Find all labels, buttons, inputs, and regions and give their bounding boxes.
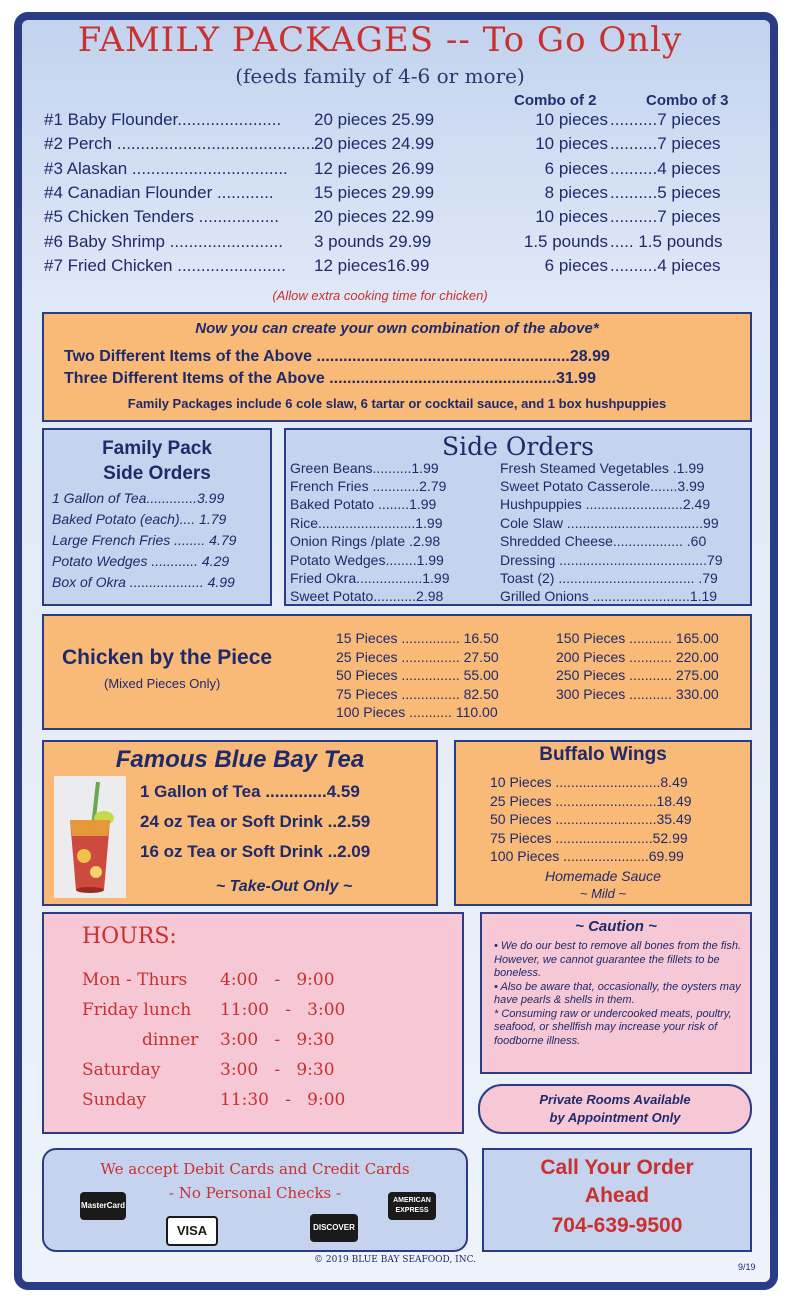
package-qty-price: 20 pieces 25.99 [314,110,435,129]
amex-logo: AMERICAN EXPRESS [388,1192,436,1220]
hours-time: 3:00 - 9:30 [220,1030,335,1050]
combination-three-items: Three Different Items of the Above ...................................................31.99 [64,370,596,387]
side-order-item: Fried Okra.................1.99 [290,570,450,586]
package-qty-price: 15 pieces 29.99 [314,183,435,202]
payment-box [42,1148,468,1252]
private-rooms-line2: by Appointment Only [549,1110,681,1125]
hours-time: 3:00 - 9:30 [220,1060,335,1080]
side-order-item: Sweet Potato Casserole.......3.99 [500,478,705,494]
package-name: #3 Alaskan ................................. [44,159,288,178]
chicken-piece-price: 200 Pieces ........... 220.00 [556,649,719,665]
hours-time: 11:00 - 3:00 [220,1000,346,1020]
hours-day: dinner [142,1030,199,1050]
chicken-piece-price: 15 Pieces ............... 16.50 [336,630,499,646]
hours-day: Friday lunch [82,1000,192,1020]
hours-time: 11:30 - 9:00 [220,1090,346,1110]
hours-box [42,912,464,1134]
copyright: © 2019 BLUE BAY SEAFOOD, INC. [314,1255,476,1265]
family-pack-sides-title [44,436,270,486]
chicken-piece-price: 250 Pieces ........... 275.00 [556,667,719,683]
chicken-piece-price: 75 Pieces ............... 82.50 [336,686,499,702]
hours-day: Sunday [82,1090,147,1110]
package-name: #4 Canadian Flounder ............ [44,183,274,202]
family-pack-item: 1 Gallon of Tea.............3.99 [52,490,225,506]
package-row [30,207,740,231]
caution-title: ~ Caution ~ [575,918,657,935]
caution-text [494,940,744,1048]
side-order-item: Rice.........................1.99 [290,515,443,531]
buffalo-wings-title: Buffalo Wings [539,744,667,765]
wings-price: 10 Pieces ...........................8.49 [490,774,688,790]
package-combo3: ..........7 pieces [610,110,721,129]
package-qty-price: 12 pieces 26.99 [314,159,435,178]
mastercard-logo: MasterCard [80,1192,126,1220]
side-order-item: Toast (2) ................................... .79 [500,570,718,586]
package-combo3: ..... 1.5 pounds [610,232,723,251]
package-combo3: ..........5 pieces [610,183,721,202]
phone-number[interactable]: 704-639-9500 [551,1214,683,1237]
package-combo3: ..........4 pieces [610,256,721,275]
package-row [30,183,740,207]
family-pack-item: Box of Okra ................... 4.99 [52,574,235,590]
tea-item: 16 oz Tea or Soft Drink ..2.09 [140,842,371,861]
package-combo2: 1.5 pounds [523,232,608,251]
caution-bones: • We do our best to remove all bones from the fish. However, we cannot guarantee the fillets to be boneless. [494,940,741,979]
caution-box [480,912,752,1074]
tea-item: 1 Gallon of Tea .............4.59 [140,782,360,801]
package-combo2: 6 pieces [544,159,608,178]
chicken-by-piece-box [42,614,752,730]
package-qty-price: 20 pieces 22.99 [314,207,435,226]
buffalo-wings-box [454,740,752,906]
package-combo3: ..........4 pieces [610,159,721,178]
wings-sauce-note: Homemade Sauce [545,868,661,884]
package-row [30,134,740,158]
caution-raw-food: * Consuming raw or undercooked meats, poultry, seafood, or shellfish may increase your risk of foodborne illness. [494,1007,732,1047]
call-ahead-box [482,1148,752,1252]
side-order-item: Grilled Onions .........................1.19 [500,588,718,604]
revision-date: 9/19 [738,1262,756,1272]
wings-price: 75 Pieces .........................52.99 [490,830,688,846]
family-pack-item: Potato Wedges ............ 4.29 [52,553,230,569]
side-orders-box [284,428,752,606]
wings-mild-note: ~ Mild ~ [579,886,627,901]
chicken-cooking-note: (Allow extra cooking time for chicken) [272,288,488,303]
combo3-header: Combo of 3 [646,92,729,109]
package-qty-price: 20 pieces 24.99 [314,134,435,153]
family-pack-title-line2: Side Orders [103,463,211,484]
wings-price: 50 Pieces ..........................35.49 [490,811,692,827]
package-name: #5 Chicken Tenders ................. [44,207,279,226]
wings-price: 100 Pieces ......................69.99 [490,848,684,864]
call-ahead-line2: Ahead [584,1184,650,1207]
side-order-item: Shredded Cheese.................. .60 [500,533,707,549]
combination-title: Now you can create your own combination of the above* [195,320,599,337]
package-row [30,110,740,134]
package-name: #7 Fried Chicken ....................... [44,256,286,275]
hours-title: HOURS: [82,924,177,949]
package-row [30,159,740,183]
tea-glass-image [54,776,126,898]
combination-two-items: Two Different Items of the Above .........................................................28.99 [64,348,610,365]
page-title: FAMILY PACKAGES -- To Go Only [77,20,683,60]
chicken-piece-price: 50 Pieces ............... 55.00 [336,667,499,683]
package-name: #2 Perch .......................................... [44,134,316,153]
private-rooms-badge [478,1084,752,1134]
side-order-item: Green Beans..........1.99 [290,460,439,476]
side-order-item: Fresh Steamed Vegetables .1.99 [500,460,704,476]
family-pack-sides-box [42,428,272,606]
caution-oysters: • Also be aware that, occasionally, the oysters may have pearls & shells in them. [494,980,741,1006]
combination-box [42,312,752,422]
family-pack-item: Large French Fries ........ 4.79 [52,532,237,548]
side-order-item: Dressing ......................................79 [500,552,723,568]
page-subtitle: (feeds family of 4-6 or more) [235,64,525,88]
tea-takeout-only: ~ Take-Out Only ~ [215,878,353,895]
package-combo2: 10 pieces [535,110,608,129]
hours-day: Mon - Thurs [82,970,188,990]
chicken-by-piece-subtitle: (Mixed Pieces Only) [104,676,221,691]
package-combo2: 10 pieces [535,207,608,226]
package-qty-price: 12 pieces16.99 [314,256,430,275]
chicken-piece-price: 150 Pieces ........... 165.00 [556,630,719,646]
package-name: #6 Baby Shrimp ........................ [44,232,284,251]
chicken-by-piece-title: Chicken by the Piece [62,646,273,669]
package-row [30,232,740,256]
side-order-item: Cole Slaw ...................................99 [500,515,719,531]
discover-logo: DISCOVER [310,1214,358,1242]
tea-box [42,740,438,906]
family-pack-title-line1: Family Pack [102,438,212,459]
package-combo3: ..........7 pieces [610,134,721,153]
payment-accepted: We accept Debit Cards and Credit Cards [100,1160,410,1178]
package-row [30,256,740,280]
package-combo3: ..........7 pieces [610,207,721,226]
package-combo2: 8 pieces [544,183,608,202]
side-order-item: Baked Potato ........1.99 [290,496,437,512]
side-order-item: French Fries ............2.79 [290,478,447,494]
side-order-item: Sweet Potato...........2.98 [290,588,444,604]
package-combo2: 6 pieces [544,256,608,275]
side-order-item: Hushpuppies .........................2.49 [500,496,711,512]
side-order-item: Potato Wedges........1.99 [290,552,444,568]
tea-title: Famous Blue Bay Tea [115,746,365,773]
combo2-header: Combo of 2 [514,92,597,109]
side-orders-title: Side Orders [442,432,594,461]
hours-day: Saturday [82,1060,161,1080]
package-qty-price: 3 pounds 29.99 [314,232,432,251]
chicken-piece-price: 25 Pieces ............... 27.50 [336,649,499,665]
tea-item: 24 oz Tea or Soft Drink ..2.59 [140,812,371,831]
private-rooms-line1: Private Rooms Available [539,1092,691,1107]
family-package-includes: Family Packages include 6 cole slaw, 6 tartar or cocktail sauce, and 1 box hushpuppies [127,396,667,411]
chicken-piece-price: 300 Pieces ........... 330.00 [556,686,719,702]
wings-price: 25 Pieces ..........................18.49 [490,793,692,809]
payment-no-checks: - No Personal Checks - [168,1184,342,1202]
package-combo2: 10 pieces [535,134,608,153]
chicken-piece-price: 100 Pieces ........... 110.00 [336,704,498,720]
call-ahead-line1: Call Your Order [540,1156,694,1179]
family-pack-item: Baked Potato (each).... 1.79 [52,511,227,527]
hours-time: 4:00 - 9:00 [220,970,335,990]
visa-logo: VISA [166,1216,218,1246]
package-name: #1 Baby Flounder...................... [44,110,282,129]
side-order-item: Onion Rings /plate .2.98 [290,533,441,549]
